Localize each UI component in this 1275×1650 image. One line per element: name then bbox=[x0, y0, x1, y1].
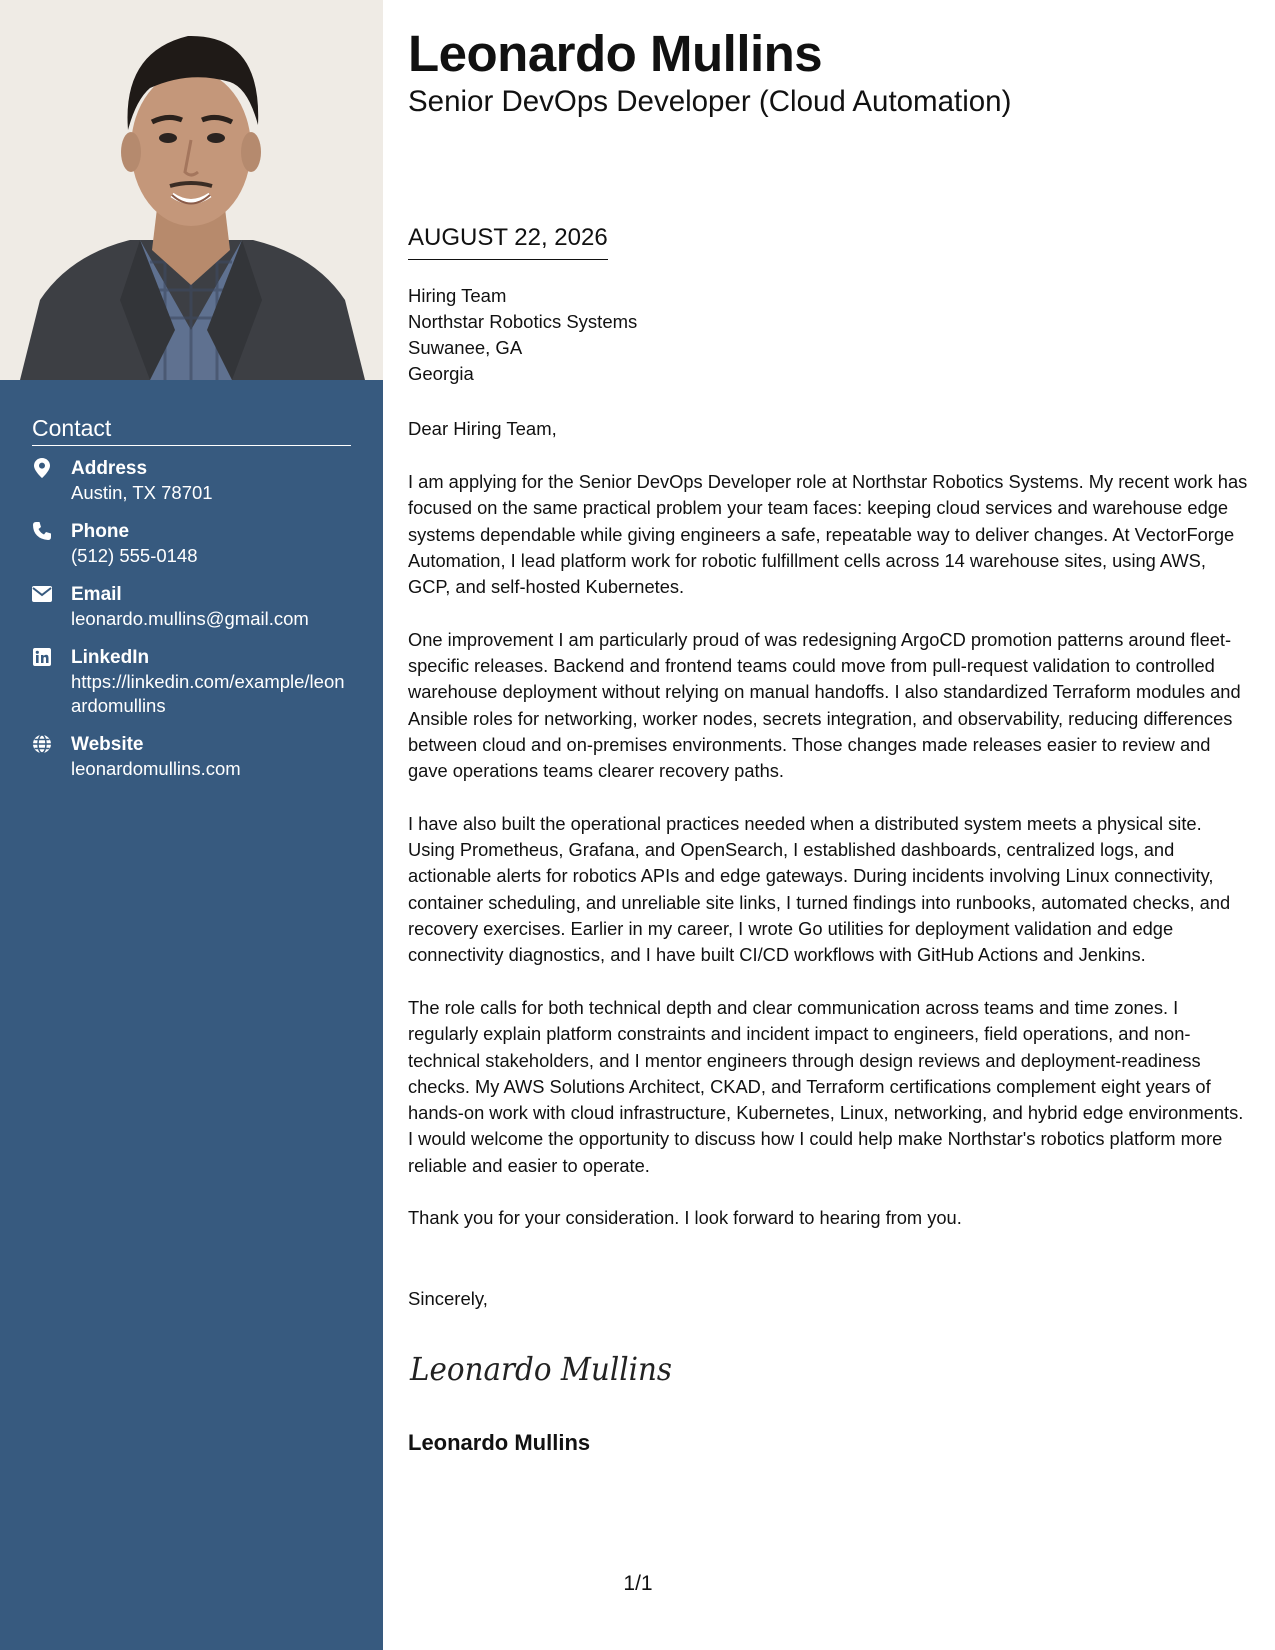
recipient-block bbox=[408, 283, 637, 387]
contact-item-linkedin bbox=[32, 645, 351, 718]
phone-value[interactable]: (512) 555-0148 bbox=[71, 545, 198, 566]
applicant-name: Leonardo Mullins bbox=[408, 25, 823, 82]
contact-label: Email bbox=[71, 584, 122, 605]
website-value[interactable]: leonardomullins.com bbox=[71, 758, 241, 779]
profile-photo-image bbox=[0, 0, 383, 380]
contact-label: Address bbox=[71, 458, 148, 479]
recipient-line: Hiring Team bbox=[408, 285, 507, 306]
page-number: 1/1 bbox=[623, 1572, 653, 1595]
closing: Sincerely, bbox=[408, 1288, 488, 1309]
body-paragraph: One improvement I am particularly proud of was redesigning ArgoCD promotion patterns around fleet-specific releases. Backend and frontend teams could move from pull-request validation to controlled warehouse deployment without relying on manual handoffs. I also standardized Terraform modules and Ansible roles for networking, worker nodes, secrets integration, and observability, reducing differences between cloud and on-premises environments. Those changes made releases easier to review and gave operations teams clearer recovery paths. bbox=[408, 628, 1241, 782]
body-paragraph: I am applying for the Senior DevOps Developer role at Northstar Robotics Systems. My recent work has focused on the same practical problem your team faces: keeping cloud services and warehouse edge systems dependable while giving engineers a safe, repeatable way to deliver changes. At VectorForge Automation, I lead platform work for robotic fulfillment cells across 14 warehouse sites, using AWS, GCP, and self-hosted Kubernetes. bbox=[408, 471, 1248, 598]
body-paragraph: The role calls for both technical depth and clear communication across teams and time zones. I regularly explain platform constraints and incident impact to engineers, field operations, and non-technical stakeholders, and I mentor engineers through design reviews and deployment-readiness checks. My AWS Solutions Architect, CKAD, and Terraform certifications complement eight years of hands-on work with cloud infrastructure, Kubernetes, Linux, networking, and hybrid edge environments. I would welcome the opportunity to discuss how I could help make Northstar's robotics platform more reliable and easier to operate. bbox=[408, 996, 1244, 1176]
signer-name: Leonardo Mullins bbox=[408, 1430, 591, 1455]
contact-label: LinkedIn bbox=[71, 647, 150, 668]
linkedin-icon bbox=[32, 647, 52, 667]
phone-icon bbox=[32, 521, 52, 541]
body-paragraph: Thank you for your consideration. I look forward to hearing from you. bbox=[408, 1207, 962, 1229]
profile-photo bbox=[0, 0, 383, 380]
recipient-line: Suwanee, GA bbox=[408, 337, 523, 358]
contact-label: Website bbox=[71, 734, 144, 755]
envelope-icon bbox=[32, 584, 52, 604]
linkedin-value[interactable]: https://linkedin.com/example/leonardomullins bbox=[71, 671, 345, 716]
contact-item-email bbox=[32, 582, 351, 631]
sidebar bbox=[0, 0, 383, 1650]
email-value[interactable]: leonardo.mullins@gmail.com bbox=[71, 608, 309, 629]
recipient-line: Northstar Robotics Systems bbox=[408, 311, 638, 332]
applicant-title: Senior DevOps Developer (Cloud Automation) bbox=[408, 85, 1012, 118]
recipient-line: Georgia bbox=[408, 363, 474, 384]
contact-item-address bbox=[32, 456, 351, 505]
contact-item-phone bbox=[32, 519, 351, 568]
contact-section bbox=[32, 413, 351, 795]
contact-label: Phone bbox=[71, 521, 130, 542]
handwritten-signature bbox=[408, 1340, 678, 1397]
salutation: Dear Hiring Team, bbox=[408, 418, 557, 439]
contact-item-website bbox=[32, 732, 351, 781]
globe-icon bbox=[32, 734, 52, 754]
contact-heading: Contact bbox=[32, 413, 351, 446]
signature-text: Leonardo Mullins bbox=[409, 1350, 672, 1388]
letter-body bbox=[408, 469, 1248, 1258]
map-pin-icon bbox=[32, 458, 52, 478]
address-value: Austin, TX 78701 bbox=[71, 482, 213, 503]
body-paragraph: I have also built the operational practices needed when a distributed system meets a physical site. Using Prometheus, Grafana, and OpenSearch, I established dashboards, centralized logs, and actionable alerts for robotics APIs and edge gateways. During incidents involving Linux connectivity, container scheduling, and unreliable site links, I turned findings into runbooks, automated checks, and recovery exercises. Earlier in my career, I wrote Go utilities for deployment validation and edge connectivity diagnostics, and I have built CI/CD workflows with GitHub Actions and Jenkins. bbox=[408, 812, 1231, 966]
letter-date: AUGUST 22, 2026 bbox=[408, 222, 608, 260]
